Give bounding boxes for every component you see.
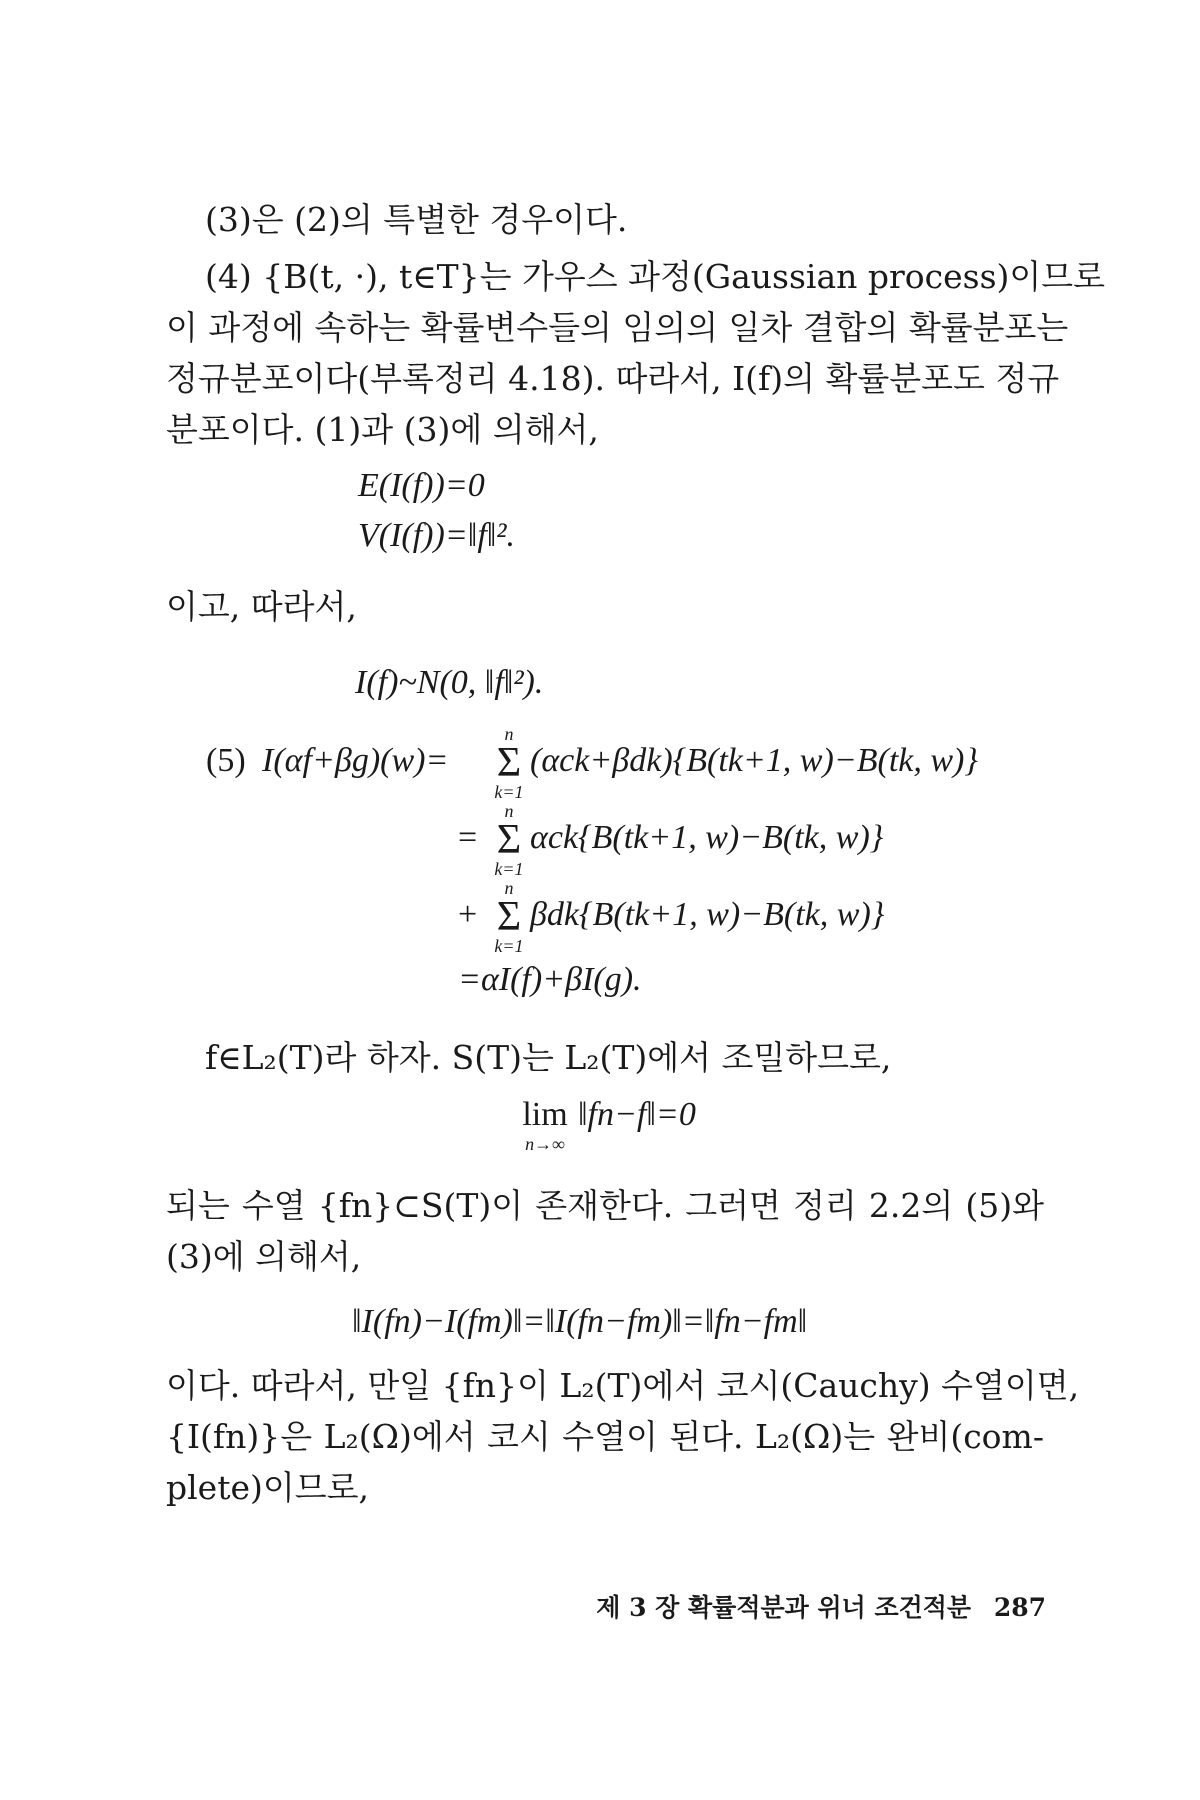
summation-sign: n Σ k=1 — [494, 724, 524, 802]
equation-variance: V(I(f))=‖f‖². — [358, 517, 516, 554]
paragraph-line: f∈L₂(T)라 하자. S(T)는 L₂(T)에서 조밀하므로, — [205, 1038, 892, 1077]
equation-row: αck{B(tk+1, w)−B(tk, w)} — [530, 819, 884, 856]
paragraph-line: 분포이다. (1)과 (3)에 의해서, — [166, 410, 599, 449]
equation-expectation: E(I(f))=0 — [358, 467, 485, 504]
limit-operator: lim n→∞ — [522, 1096, 568, 1154]
summation-sign: n Σ k=1 — [494, 878, 524, 956]
equation-row: (αck+βdk){B(tk+1, w)−B(tk, w)} — [530, 742, 978, 779]
paragraph-line: plete)이므로, — [166, 1468, 369, 1507]
paragraph-line: 정규분포이다(부록정리 4.18). 따라서, I(f)의 확률분포도 정규 — [166, 359, 1060, 398]
paragraph-line: 이고, 따라서, — [166, 587, 357, 626]
equation-normal-distribution: I(f)~N(0, ‖f‖²). — [355, 664, 544, 701]
running-footer — [596, 1593, 1046, 1623]
paragraph-line: 이다. 따라서, 만일 {fn}이 L₂(T)에서 코시(Cauchy) 수열이면, — [166, 1366, 1080, 1405]
equation-lhs: I(αf+βg)(w)= — [262, 742, 449, 779]
equation-label: (5) — [206, 742, 246, 779]
summation-sign: n Σ k=1 — [494, 801, 524, 879]
paragraph-line: 되는 수열 {fn}⊂S(T)이 존재한다. 그러면 정리 2.2의 (5)와 — [166, 1186, 1044, 1225]
equation-row: βdk{B(tk+1, w)−B(tk, w)} — [530, 896, 885, 933]
paragraph-line: (3)에 의해서, — [166, 1237, 362, 1276]
equation-limit: ‖fn−f‖=0 — [578, 1096, 696, 1133]
plus-sign: + — [458, 896, 478, 933]
equation-norm: ‖I(fn)−I(fm)‖=‖I(fn−fm)‖=‖fn−fm‖ — [352, 1303, 808, 1340]
paragraph-line: (3)은 (2)의 특별한 경우이다. — [205, 200, 628, 239]
chapter-title: 제 3 장 확률적분과 위너 조건적분 — [596, 1593, 972, 1622]
page-number: 287 — [993, 1593, 1046, 1622]
paragraph-line: 이 과정에 속하는 확률변수들의 임의의 일차 결합의 확률분포는 — [166, 308, 1069, 347]
equals-sign: = — [458, 819, 478, 856]
paragraph-line: {I(fn)}은 L₂(Ω)에서 코시 수열이 된다. L₂(Ω)는 완비(com- — [166, 1417, 1044, 1456]
paragraph-line: (4) {B(t, ·), t∈T}는 가우스 과정(Gaussian process)이므로 — [205, 257, 1106, 296]
equation-row: =αI(f)+βI(g). — [458, 961, 642, 998]
